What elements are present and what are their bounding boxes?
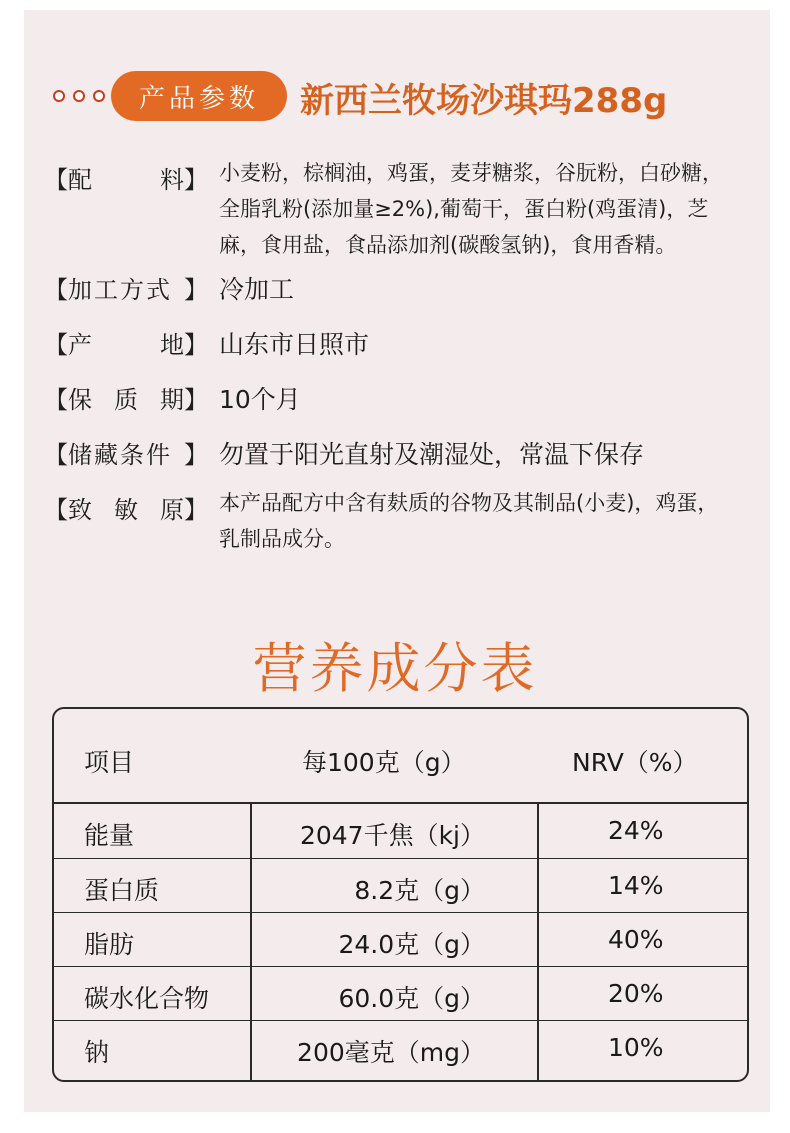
row-nrv: 20% <box>608 979 664 1008</box>
header-item: 项目 <box>84 748 135 777</box>
row-name: 蛋白质 <box>84 876 160 905</box>
product-params-badge: 产品参数 <box>111 71 287 121</box>
info-value: 小麦粉，棕榈油，鸡蛋，麦芽糖浆，谷朊粉，白砂糖，全脂乳粉(添加量≥2%),葡萄干，蛋白粉(鸡蛋清)，芝麻，食用盐，食品添加剂(碳酸氢钠)，食用香精。 <box>219 161 723 257</box>
dot-icon <box>53 90 65 102</box>
info-value: 山东市日照市 <box>219 330 370 359</box>
dot-icon <box>73 90 85 102</box>
dot-icon <box>93 90 105 102</box>
info-value: 10个月 <box>219 385 301 414</box>
column-divider <box>250 804 252 1080</box>
row-amount: 24.0克（g） <box>338 930 485 959</box>
row-nrv: 40% <box>608 925 664 954</box>
row-name: 能量 <box>84 821 135 850</box>
row-nrv: 24% <box>608 816 664 845</box>
table-header <box>54 709 747 804</box>
decorative-dots <box>53 90 105 102</box>
nutrition-title: 营养成分表 <box>252 637 538 700</box>
product-title: 新西兰牧场沙琪玛288g <box>300 81 668 121</box>
row-amount: 2047千焦（kj） <box>299 821 485 850</box>
info-value: 勿置于阳光直射及潮湿处，常温下保存 <box>219 440 645 469</box>
row-amount: 8.2克（g） <box>354 876 485 905</box>
row-name: 碳水化合物 <box>84 984 210 1013</box>
table-row <box>54 1020 747 1074</box>
info-value: 冷加工 <box>219 275 295 304</box>
info-value: 本产品配方中含有麸质的谷物及其制品(小麦)，鸡蛋，乳制品成分。 <box>219 491 719 551</box>
column-divider <box>537 804 539 1080</box>
header-per100g: 每100克（g） <box>302 748 466 777</box>
row-name: 钠 <box>84 1038 110 1067</box>
table-row <box>54 804 747 858</box>
table-row <box>54 858 747 912</box>
row-nrv: 10% <box>608 1033 664 1062</box>
nutrition-table <box>52 707 749 1082</box>
row-nrv: 14% <box>608 871 664 900</box>
table-row <box>54 912 747 966</box>
table-row <box>54 966 747 1020</box>
row-amount: 60.0克（g） <box>338 984 485 1013</box>
row-name: 脂肪 <box>84 930 135 959</box>
row-amount: 200毫克（mg） <box>297 1038 485 1067</box>
header-nrv: NRV（%） <box>572 748 698 777</box>
